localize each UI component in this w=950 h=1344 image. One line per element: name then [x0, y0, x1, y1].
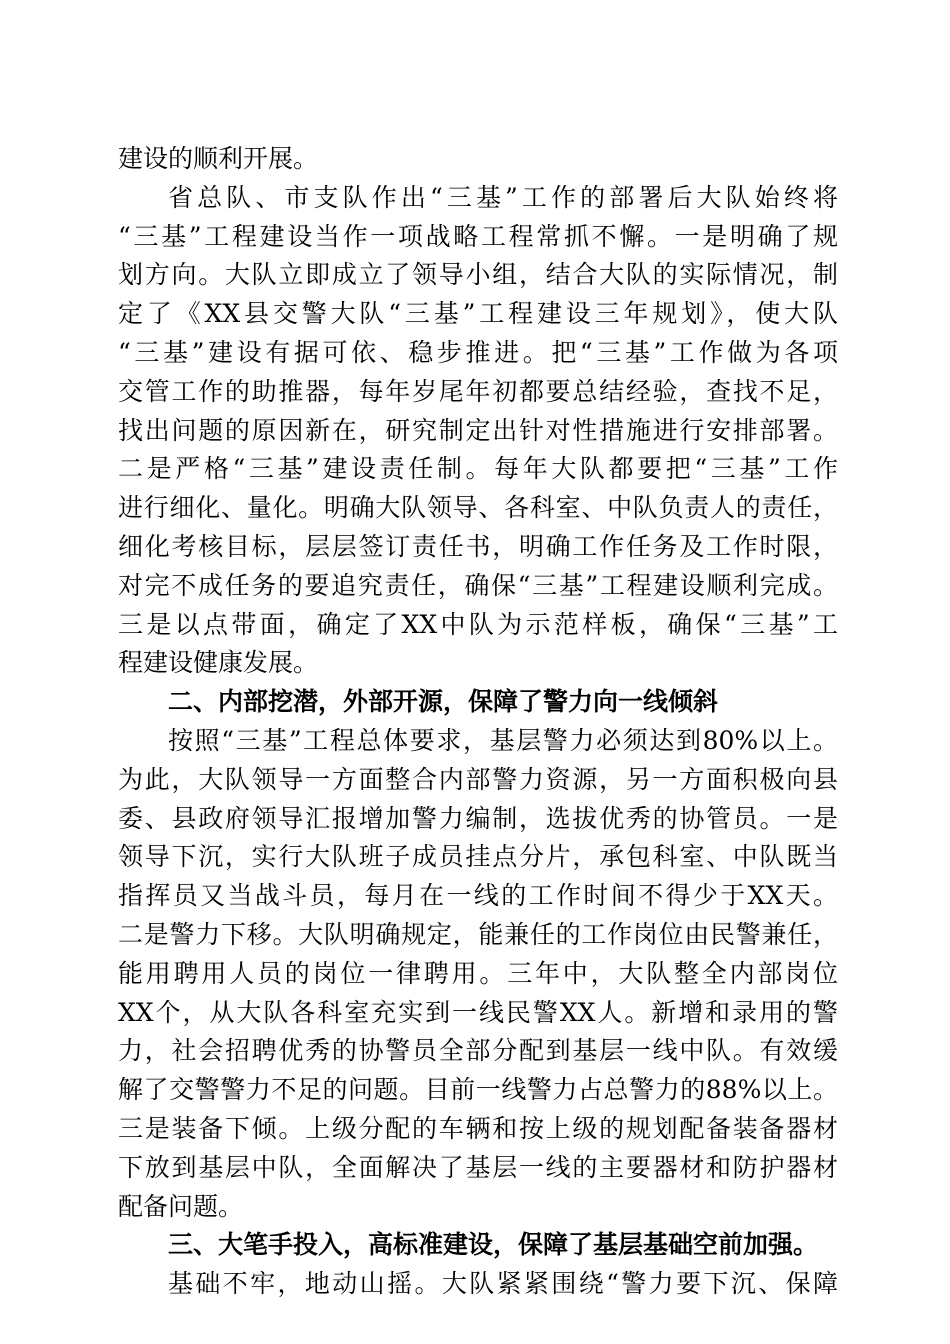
text-line: 配备问题。	[118, 1191, 244, 1221]
text-line: 三是装备下倾。上级分配的车辆和按上级的规划配备装备器材	[118, 1113, 838, 1143]
text-line: XX个，从大队各科室充实到一线民警XX人。新增和录用的警	[118, 997, 838, 1027]
paragraph-first-line: 按照“三基”工程总体要求，基层警力必须达到80%以上。	[168, 725, 838, 755]
paragraph-first-line: 省总队、市支队作出“三基”工作的部署后大队始终将	[168, 182, 838, 212]
text-line: 二是警力下移。大队明确规定，能兼任的工作岗位由民警兼任，	[118, 919, 838, 949]
text-line: 领导下沉，实行大队班子成员挂点分片，承包科室、中队既当	[118, 842, 838, 872]
text-line: 指挥员又当战斗员，每月在一线的工作时间不得少于XX天。	[118, 881, 838, 911]
text-line: 建设的顺利开展。	[118, 144, 319, 173]
text-line: “三基”建设有据可依、稳步推进。把“三基”工作做为各项	[118, 337, 838, 367]
document-body	[118, 140, 838, 1304]
text-line: 力，社会招聘优秀的协警员全部分配到基层一线中队。有效缓	[118, 1036, 838, 1066]
text-line: “三基”工程建设当作一项战略工程常抓不懈。一是明确了规	[118, 221, 838, 251]
text-line: 程建设健康发展。	[118, 648, 319, 678]
text-line: 对完不成任务的要追究责任，确保“三基”工程建设顺利完成。	[118, 570, 838, 600]
text-line: 划方向。大队立即成立了领导小组，结合大队的实际情况，制	[118, 260, 838, 290]
text-line: 解了交警警力不足的问题。目前一线警力占总警力的88%以上。	[118, 1075, 838, 1105]
text-line: 三是以点带面，确定了XX中队为示范样板，确保“三基”工	[118, 609, 838, 639]
text-line: 定了《XX县交警大队“三基”工程建设三年规划》，使大队	[118, 299, 838, 329]
text-line: 为此，大队领导一方面整合内部警力资源，另一方面积极向县	[118, 764, 838, 794]
text-line: 二是严格“三基”建设责任制。每年大队都要把“三基”工作	[118, 454, 838, 484]
text-line: 委、县政府领导汇报增加警力编制，选拔优秀的协管员。一是	[118, 803, 838, 833]
paragraph-first-line: 基础不牢，地动山摇。大队紧紧围绕“警力要下沉、保障	[168, 1269, 838, 1299]
section-heading-3: 三、大笔手投入，高标准建设，保障了基层基础空前加强。	[168, 1230, 819, 1260]
text-line: 下放到基层中队，全面解决了基层一线的主要器材和防护器材	[118, 1152, 838, 1182]
text-line: 能用聘用人员的岗位一律聘用。三年中，大队整全内部岗位	[118, 958, 838, 988]
text-line: 细化考核目标，层层签订责任书，明确工作任务及工作时限，	[118, 531, 838, 561]
section-heading-2: 二、内部挖潜，外部开源，保障了警力向一线倾斜	[168, 687, 719, 717]
text-line: 交管工作的助推器，每年岁尾年初都要总结经验，查找不足，	[118, 376, 838, 406]
text-line: 找出问题的原因新在，研究制定出针对性措施进行安排部署。	[118, 415, 838, 445]
text-line: 进行细化、量化。明确大队领导、各科室、中队负责人的责任，	[118, 493, 838, 523]
